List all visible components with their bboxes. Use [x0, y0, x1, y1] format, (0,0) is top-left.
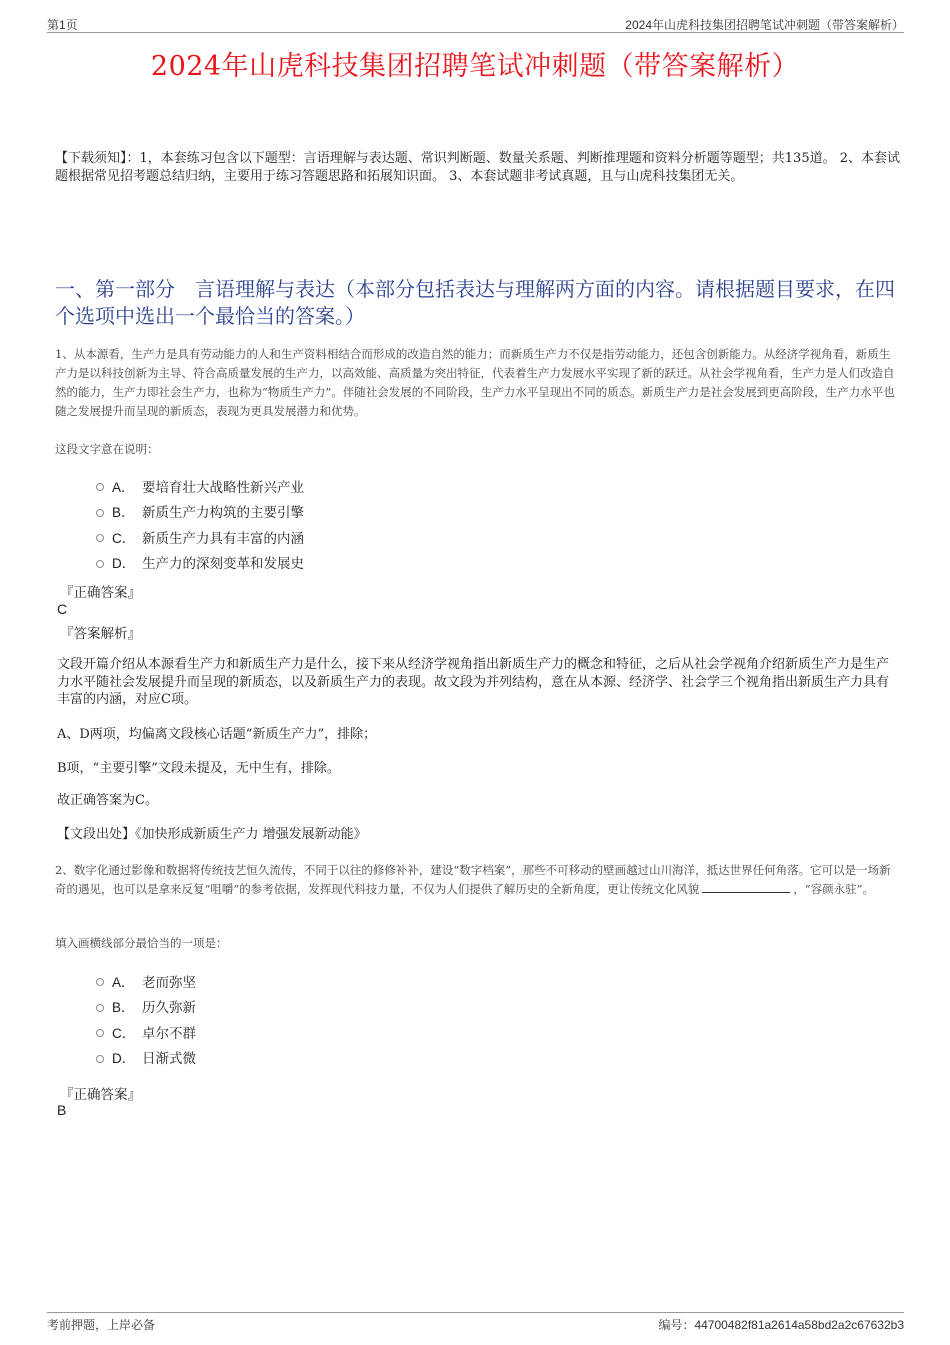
option-letter: B．	[112, 505, 135, 521]
question-1-option-d[interactable]	[96, 550, 304, 576]
analysis-paragraph: 文段开篇介绍从本源看生产力和新质生产力是什么，接下来从经济学视角指出新质生产力的概念和特征，之后从社会学视角介绍新质生产力是生产力水平随社会发展提升而呈现的新质态，以及新质生产力的表现。故文段为并列结构，意在从本源、经济学、社会学三个视角指出新质生产力具有丰富的内涵，对应C项。	[57, 657, 890, 707]
radio-icon[interactable]	[96, 1004, 104, 1012]
option-letter: C．	[112, 530, 136, 546]
option-letter: D．	[112, 1051, 136, 1067]
page-header	[47, 16, 904, 33]
question-2-text-after: ，“容颜永驻”。	[793, 882, 875, 896]
option-text: 卓尔不群	[142, 1025, 196, 1042]
question-1-analysis-label: 『答案解析』	[60, 626, 141, 642]
option-text: 新质生产力构筑的主要引擎	[142, 505, 304, 522]
option-text: 新质生产力具有丰富的内涵	[142, 530, 304, 547]
question-1-prompt: 这段文字意在说明：	[55, 442, 159, 456]
option-letter: D．	[112, 556, 136, 572]
question-2-option-a[interactable]	[96, 968, 196, 994]
question-2-prompt: 填入画横线部分最恰当的一项是：	[55, 936, 228, 950]
question-1-answer: C	[57, 601, 68, 617]
radio-icon[interactable]	[96, 1029, 104, 1037]
option-letter: A．	[112, 479, 135, 495]
source-citation: 【文段出处】《加快形成新质生产力 增强发展新动能》	[57, 827, 367, 842]
question-2-option-c[interactable]	[96, 1019, 196, 1045]
question-2-text-before: 2、数字化通过影像和数据将传统技艺恒久流传，不同于以往的修修补补，建设“数字档案”，那些不可移动的壁画越过山川海洋，抵达世界任何角落。它可以是一场新奇的遇见，也可以是拿来反复“咀嚼”的参考依据，发挥现代科技力量，不仅为人们提供了解历史的全新角度，更让传统文化风貌	[55, 863, 891, 896]
radio-icon[interactable]	[96, 560, 104, 568]
option-letter: C．	[112, 1025, 136, 1041]
question-2-option-d[interactable]	[96, 1045, 196, 1071]
header-doc-title: 2024年山虎科技集团招聘笔试冲刺题（带答案解析）	[625, 18, 904, 32]
question-1-answer-label: 『正确答案』	[60, 585, 141, 601]
analysis-paragraph: 故正确答案为C。	[57, 793, 158, 808]
option-text: 历久弥新	[142, 1000, 196, 1017]
fill-blank	[702, 881, 790, 893]
radio-icon[interactable]	[96, 534, 104, 542]
question-1-option-c[interactable]	[96, 524, 304, 550]
option-letter: B．	[112, 1000, 135, 1016]
radio-icon[interactable]	[96, 1055, 104, 1063]
section-title: 一、第一部分 言语理解与表达（本部分包括表达与理解两方面的内容。请根据题目要求，在四个选项中选出一个最恰当的答案。）	[55, 277, 895, 328]
question-2-options	[96, 968, 196, 1070]
radio-icon[interactable]	[96, 509, 104, 517]
document-id: 编号：44700482f81a2614a58bd2a2c67632b3	[658, 1318, 904, 1332]
question-2-answer: B	[57, 1102, 67, 1118]
analysis-paragraph: B项，“主要引擎”文段未提及，无中生有，排除。	[57, 761, 340, 776]
radio-icon[interactable]	[96, 978, 104, 986]
option-text: 生产力的深刻变革和发展史	[142, 556, 304, 573]
question-1-option-a[interactable]	[96, 473, 304, 499]
document-title: 2024年山虎科技集团招聘笔试冲刺题（带答案解析）	[150, 51, 800, 82]
question-2-answer-label: 『正确答案』	[60, 1087, 141, 1103]
analysis-paragraph: A、D两项，均偏离文段核心话题“新质生产力”，排除；	[57, 727, 377, 742]
radio-icon[interactable]	[96, 483, 104, 491]
question-2-option-b[interactable]	[96, 994, 196, 1020]
option-text: 要培育壮大战略性新兴产业	[142, 479, 304, 496]
page-number: 第1页	[47, 18, 78, 32]
download-notice: 【下载须知】：1，本套练习包含以下题型：言语理解与表达题、常识判断题、数量关系题、判断推理题和资料分析题等题型；共135道。 2、本套试题根据常见招考题总结归纳，主要用于练习答题思路和拓展知识面。 3、本套试题非考试真题，且与山虎科技集团无关。	[55, 151, 900, 184]
option-text: 老而弥坚	[142, 974, 196, 991]
question-1-option-b[interactable]	[96, 499, 304, 525]
question-1-text: 1、从本源看，生产力是具有劳动能力的人和生产资料相结合而形成的改造自然的能力；而新质生产力不仅是指劳动能力，还包含创新能力。从经济学视角看，新质生产力是以科技创新为主导、符合高质量发展的生产力，以高效能、高质量为突出特征，代表着生产力发展水平实现了新的跃迁。从社会学视角看，生产力是人们改造自然的能力，生产力即社会生产力，也称为“物质生产力”。伴随社会发展的不同阶段，生产力水平呈现出不同的质态。新质生产力是社会发展到更高阶段，生产力水平也随之发展提升而呈现的新质态，表现为更具发展潜力和优势。	[55, 347, 895, 418]
option-text: 日渐式微	[142, 1051, 196, 1068]
question-2-text	[55, 861, 900, 899]
question-1-options	[96, 473, 304, 575]
footer-slogan: 考前押题，上岸必备	[47, 1318, 156, 1332]
option-letter: A．	[112, 974, 135, 990]
page-footer	[47, 1312, 904, 1333]
